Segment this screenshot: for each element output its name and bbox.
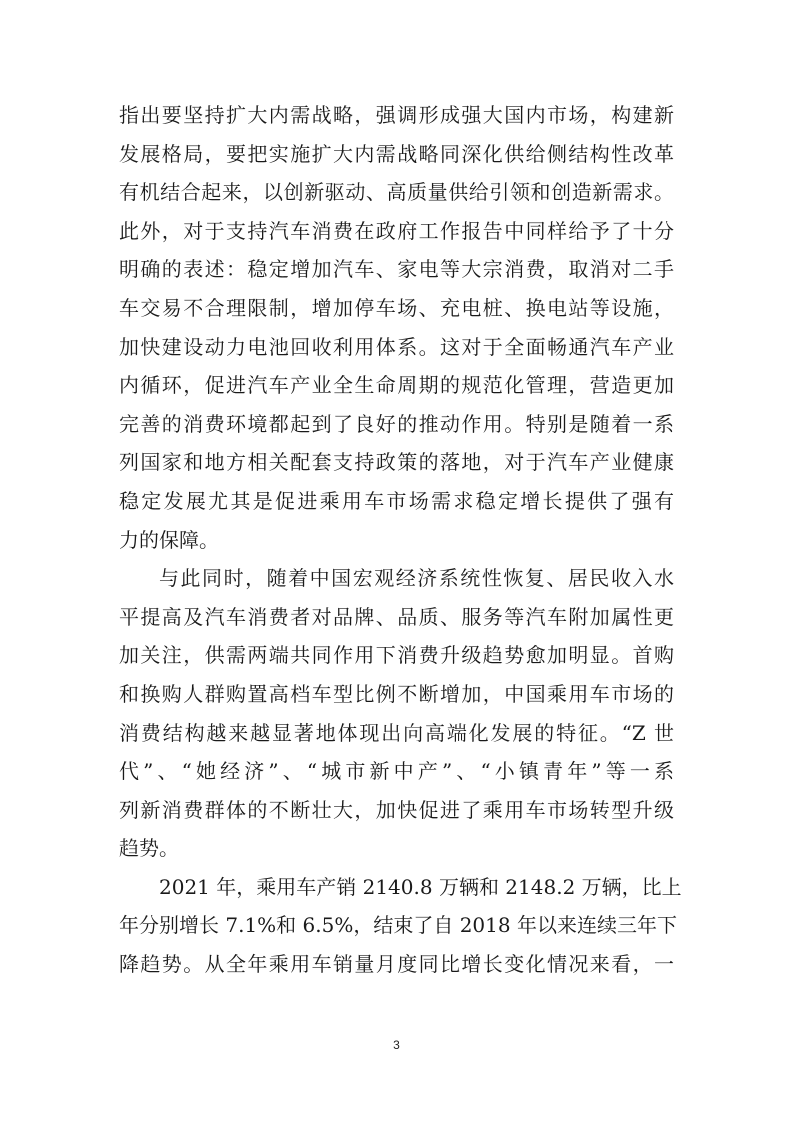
text-line: 降趋势。从全年乘用车销量月度同比增长变化情况来看，一 [119,952,674,977]
text-line: 此外，对于支持汽车消费在政府工作报告中同样给予了十分 [119,218,674,243]
text-line: 完善的消费环境都起到了良好的推动作用。特别是随着一系 [119,411,674,436]
text-line: 列国家和地方相关配套支持政策的落地，对于汽车产业健康 [119,450,674,475]
text-line: 车交易不合理限制，增加停车场、充电桩、换电站等设施， [119,295,674,320]
text-line: 加关注，供需两端共同作用下消费升级趋势愈加明显。首购 [119,643,674,668]
text-line: 代”、“她经济”、“城市新中产”、“小镇青年”等一系 [119,759,674,784]
text-line: 有机结合起来，以创新驱动、高质量供给引领和创造新需求。 [119,180,674,205]
text-line: 平提高及汽车消费者对品牌、品质、服务等汽车附加属性更 [119,604,674,629]
text-line: 内循环，促进汽车产业全生命周期的规范化管理，营造更加 [119,373,674,398]
text-line: 加快建设动力电池回收利用体系。这对于全面畅通汽车产业 [119,334,674,359]
text-line: 列新消费群体的不断壮大，加快促进了乘用车市场转型升级 [119,797,674,822]
text-line: 发展格局，要把实施扩大内需战略同深化供给侧结构性改革 [119,141,674,166]
text-line: 消费结构越来越显著地体现出向高端化发展的特征。“Z 世 [119,720,674,745]
text-line: 年分别增长 7.1%和 6.5%，结束了自 2018 年以来连续三年下 [119,913,677,938]
text-line: 趋势。 [119,836,179,861]
page-number: 3 [393,1038,400,1052]
text-line: 与此同时，随着中国宏观经济系统性恢复、居民收入水 [159,566,674,591]
text-line: 指出要坚持扩大内需战略，强调形成强大国内市场，构建新 [119,103,674,127]
text-line: 稳定发展尤其是促进乘用车市场需求稳定增长提供了强有 [119,488,674,513]
document-body [119,96,682,984]
text-line: 和换购人群购置高档车型比例不断增加，中国乘用车市场的 [119,681,674,706]
text-line: 2021 年，乘用车产销 2140.8 万辆和 2148.2 万辆，比上 [159,874,682,899]
text-line: 明确的表述：稳定增加汽车、家电等大宗消费，取消对二手 [119,257,674,282]
text-line: 力的保障。 [119,527,219,552]
